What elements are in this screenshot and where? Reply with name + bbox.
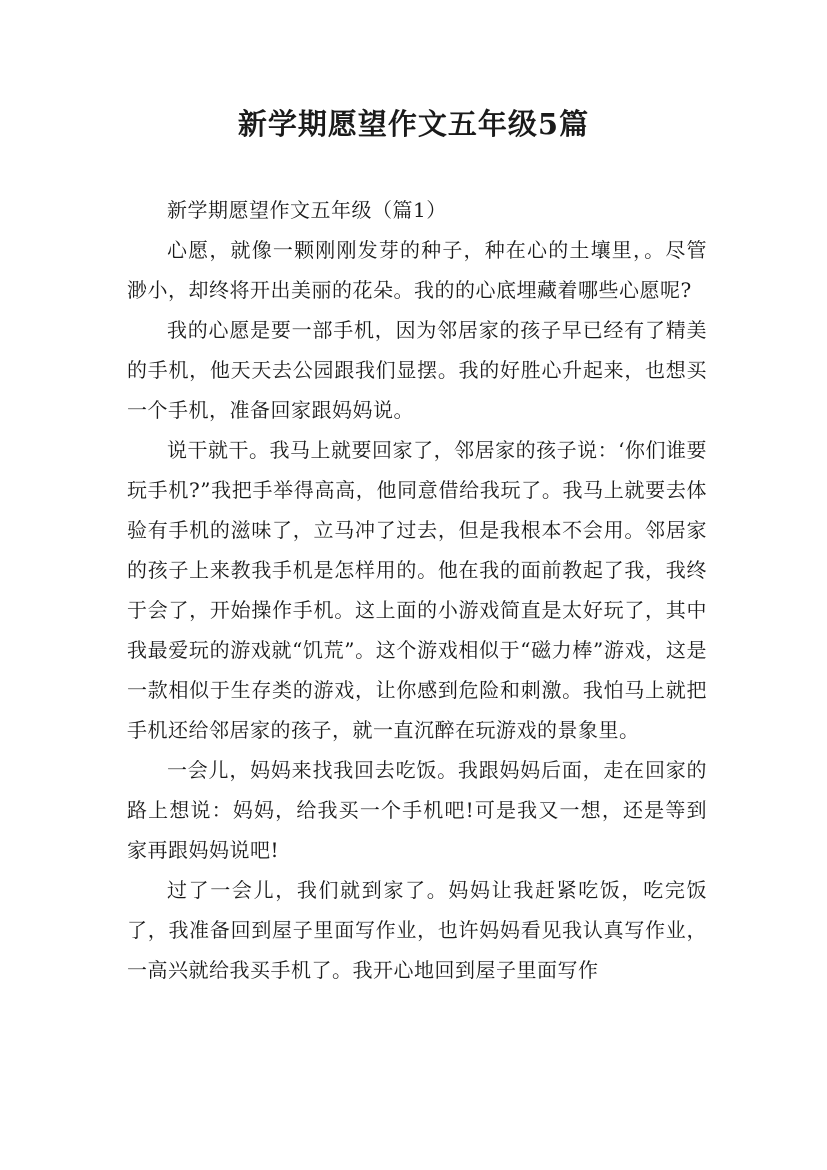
paragraph-1: 心愿，就像一颗刚刚发芽的种子，种在心的土壤里，。尽管渺小，却终将开出美丽的花朵。我的的心底埋藏着哪些心愿呢? (127, 238, 707, 302)
document-body (127, 190, 707, 990)
paragraph-3: 说干就干。我马上就要回家了，邻居家的孩子说：‘你们谁要玩手机?”我把手举得高高，他同意借给我玩了。我马上就要去体验有手机的滋味了，立马冲了过去，但是我根本不会用。邻居家的孩子上来教我手机是怎样用的。他在我的面前教起了我，我终于会了，开始操作手机。这上面的小游戏简直是太好玩了，其中我最爱玩的游戏就“饥荒”。这个游戏相似于“磁力棒”游戏，这是一款相似于生存类的游戏，让你感到危险和刺激。我怕马上就把手机还给邻居家的孩子，就一直沉醉在玩游戏的景象里。 (127, 438, 707, 742)
paragraph-2: 我的心愿是要一部手机，因为邻居家的孩子早已经有了精美的手机，他天天去公园跟我们显摆。我的好胜心升起来，也想买一个手机，准备回家跟妈妈说。 (127, 318, 707, 422)
paragraph-4: 一会儿，妈妈来找我回去吃饭。我跟妈妈后面，走在回家的路上想说：妈妈，给我买一个手机吧!可是我又一想，还是等到家再跟妈妈说吧! (127, 758, 707, 862)
paragraph-5: 过了一会儿，我们就到家了。妈妈让我赶紧吃饭，吃完饭了，我准备回到屋子里面写作业，也许妈妈看见我认真写作业，一高兴就给我买手机了。我开心地回到屋子里面写作 (127, 878, 707, 982)
document-title: 新学期愿望作文五年级5篇 (237, 107, 590, 141)
section-heading: 新学期愿望作文五年级（篇1） (167, 198, 447, 222)
